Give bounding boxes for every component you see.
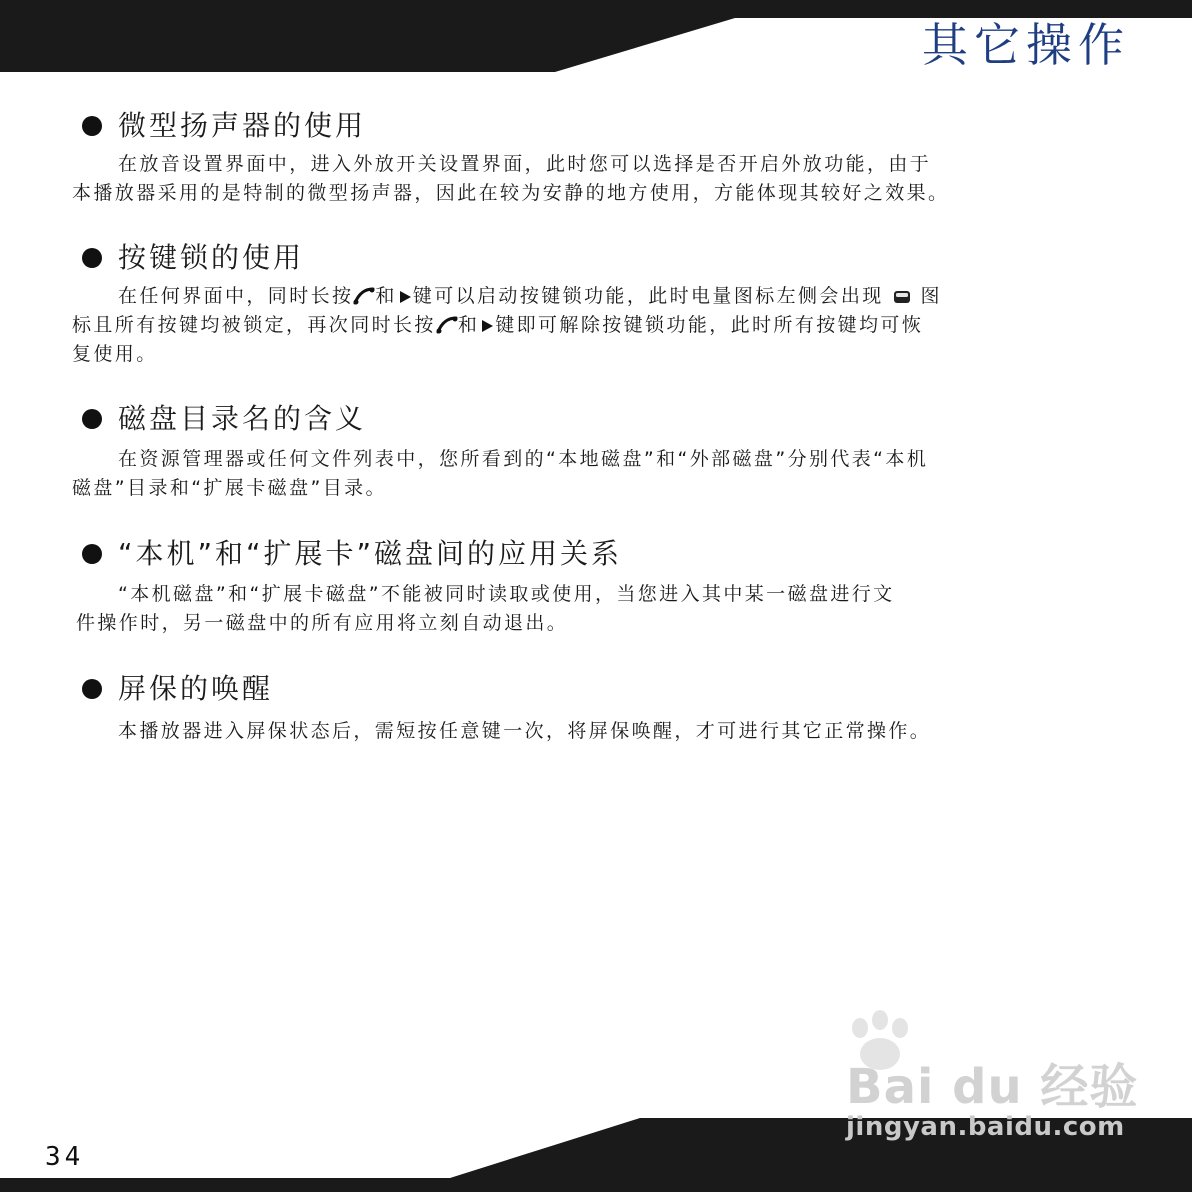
phone-key-icon bbox=[353, 287, 375, 305]
paragraph-line: 本播放器进入屏保状态后，需短按任意键一次，将屏保唤醒，才可进行其它正常操作。 bbox=[118, 720, 932, 742]
section-heading bbox=[82, 672, 274, 705]
paragraph-line: “本机磁盘”和“扩展卡磁盘”不能被同时读取或使用，当您进入其中某一磁盘进行文 bbox=[118, 583, 895, 605]
heading-text: 磁盘目录名的含义 bbox=[118, 402, 367, 435]
heading-text: “本机”和“扩展卡”磁盘间的应用关系 bbox=[118, 537, 623, 570]
paragraph-line: 磁盘”目录和“扩展卡磁盘”目录。 bbox=[72, 477, 387, 499]
paragraph-line: 在资源管理器或任何文件列表中，您所看到的“本地磁盘”和“外部磁盘”分别代表“本机 bbox=[118, 448, 929, 470]
heading-text: 屏保的唤醒 bbox=[118, 672, 274, 705]
watermark-brand: Bai du 经验 bbox=[846, 1059, 1139, 1115]
text-segment: 和 bbox=[457, 314, 480, 336]
play-key-icon bbox=[479, 318, 495, 334]
section-heading bbox=[82, 402, 367, 435]
bullet-icon bbox=[82, 679, 102, 699]
paragraph-line: 复使用。 bbox=[72, 343, 158, 365]
lock-indicator-icon bbox=[892, 287, 912, 305]
paragraph-line bbox=[72, 311, 923, 341]
bullet-icon bbox=[82, 544, 102, 564]
page-title: 其它操作 bbox=[922, 18, 1130, 72]
section-heading bbox=[82, 241, 305, 274]
heading-text: 按键锁的使用 bbox=[118, 241, 305, 274]
paragraph-line bbox=[118, 282, 942, 312]
text-segment: 键即可解除按键锁功能，此时所有按键均可恢 bbox=[495, 314, 924, 336]
bullet-icon bbox=[82, 116, 102, 136]
bullet-icon bbox=[82, 409, 102, 429]
text-segment: 图 bbox=[920, 285, 942, 307]
watermark-url: jingyan.baidu.com bbox=[846, 1112, 1125, 1142]
text-segment: 和 bbox=[375, 285, 397, 307]
play-key-icon bbox=[397, 289, 413, 305]
text-segment: 在任何界面中，同时长按 bbox=[118, 285, 354, 307]
section-heading bbox=[82, 109, 367, 142]
paragraph-line: 在放音设置界面中，进入外放开关设置界面，此时您可以选择是否开启外放功能，由于 bbox=[118, 153, 932, 175]
paragraph-line: 件操作时，另一磁盘中的所有应用将立刻自动退出。 bbox=[76, 612, 569, 634]
text-segment: 标且所有按键均被锁定，再次同时长按 bbox=[72, 314, 436, 336]
section-heading bbox=[82, 537, 623, 570]
bullet-icon bbox=[82, 248, 102, 268]
page-number: 34 bbox=[45, 1142, 85, 1172]
heading-text: 微型扬声器的使用 bbox=[118, 109, 367, 142]
phone-key-icon bbox=[436, 316, 458, 334]
paragraph-line: 本播放器采用的是特制的微型扬声器，因此在较为安静的地方使用，方能体现其较好之效果。 bbox=[72, 182, 950, 204]
text-segment: 键可以启动按键锁功能，此时电量图标左侧会出现 bbox=[412, 285, 884, 307]
